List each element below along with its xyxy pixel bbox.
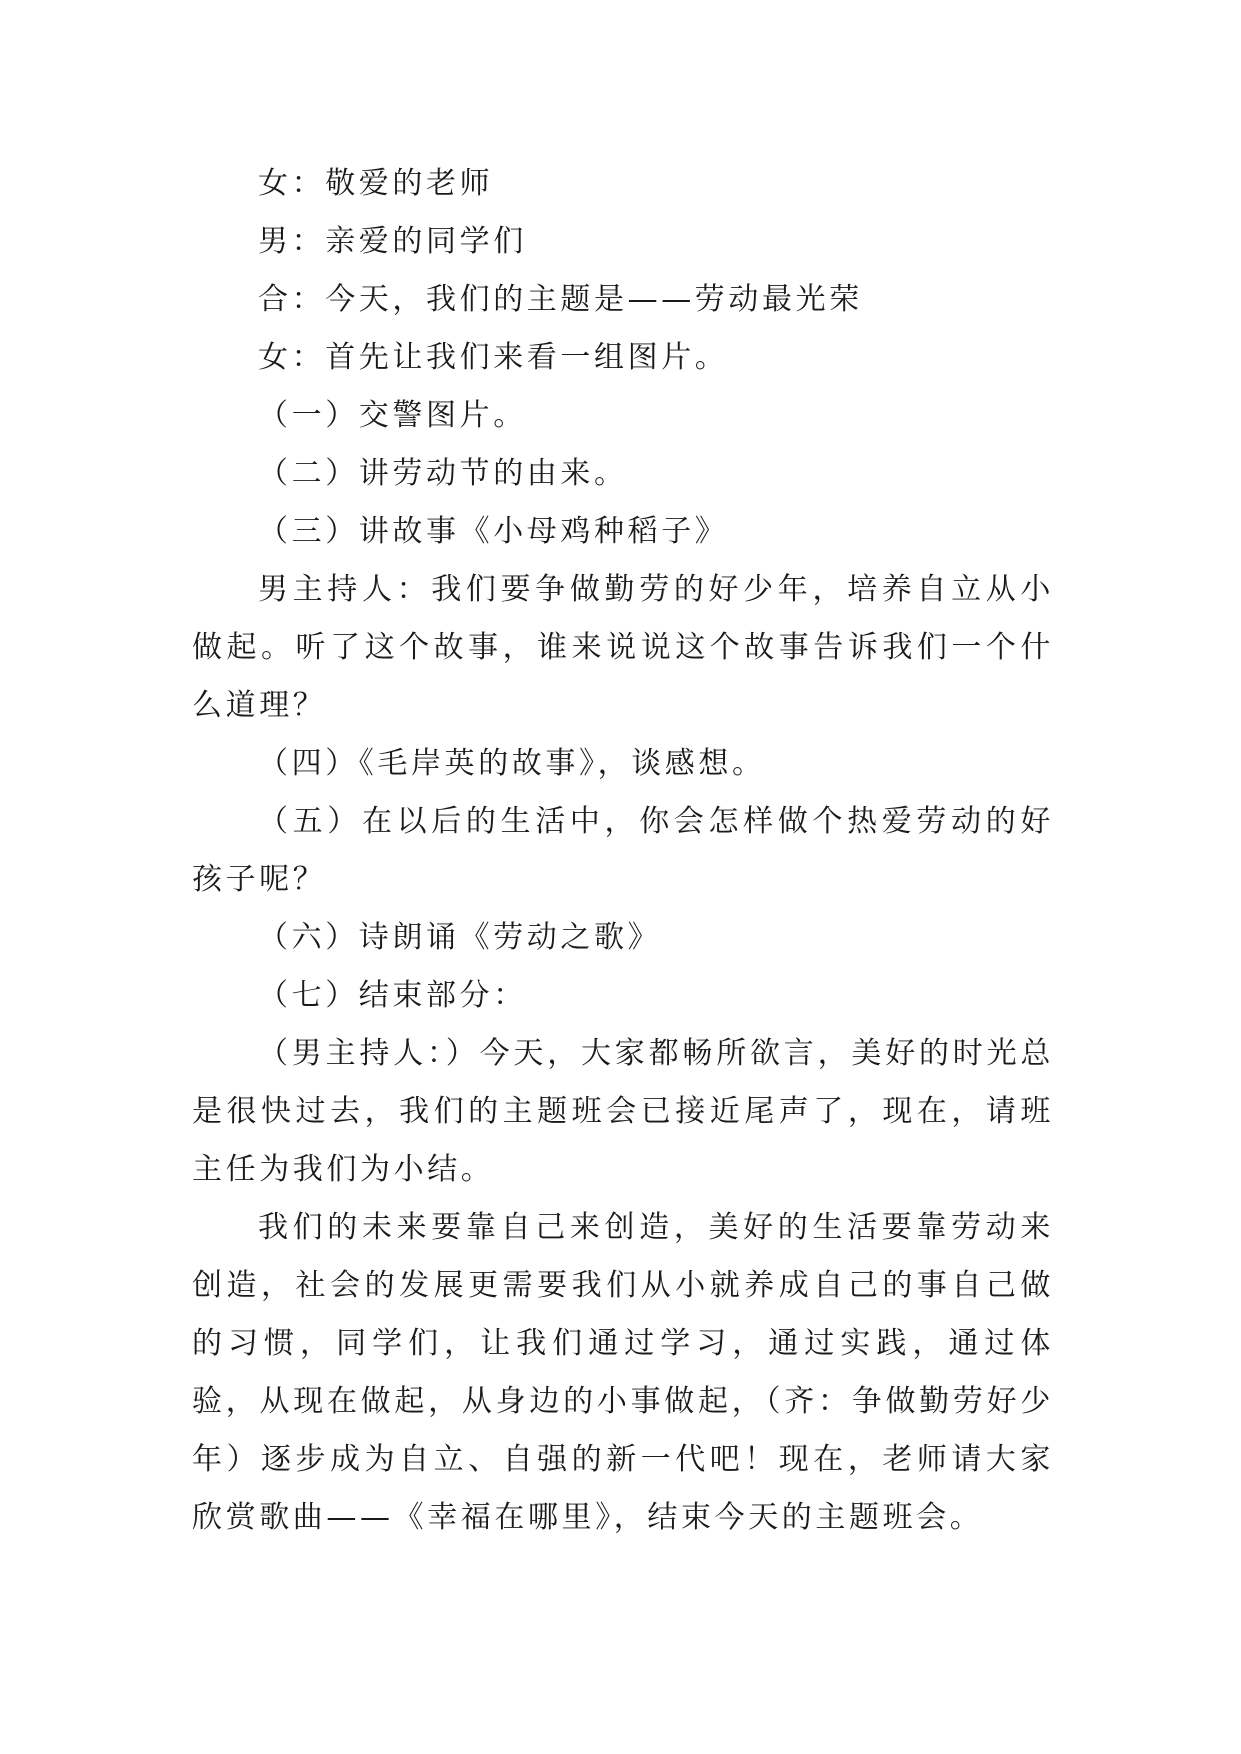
paragraph: 男：亲爱的同学们	[258, 224, 527, 259]
paragraph: （七）结束部分：	[258, 978, 527, 1013]
paragraph: 我们的未来要靠自己来创造，美好的生活要靠劳动来创造，社会的发展更需要我们从小就养成自己的事自己做的习惯，同学们，让我们通过学习，通过实践，通过体验，从现在做起，从身边的小事做起，（齐：争做勤劳好少年）逐步成为自立、自强的新一代吧！现在，老师请大家欣赏歌曲——《幸福在哪里》，结束今天的主题班会。	[192, 1210, 1054, 1535]
paragraph: 女：首先让我们来看一组图片。	[258, 340, 729, 375]
paragraph: （四）《毛岸英的故事》，谈感想。	[258, 746, 766, 781]
document-body	[192, 155, 1054, 1547]
paragraph: 女：敬爱的老师	[258, 166, 494, 201]
paragraph: 合：今天，我们的主题是——劳动最光荣	[258, 282, 863, 317]
paragraph: （二）讲劳动节的由来。	[258, 456, 628, 491]
paragraph: （三）讲故事《小母鸡种稻子》	[258, 514, 729, 549]
paragraph: （男主持人：）今天，大家都畅所欲言，美好的时光总是很快过去，我们的主题班会已接近尾声了，现在，请班主任为我们为小结。	[192, 1036, 1054, 1187]
paragraph: （五）在以后的生活中，你会怎样做个热爱劳动的好孩子呢？	[192, 804, 1054, 897]
paragraph: （六）诗朗诵《劳动之歌》	[258, 920, 662, 955]
paragraph: 男主持人：我们要争做勤劳的好少年，培养自立从小做起。听了这个故事，谁来说说这个故事告诉我们一个什么道理？	[192, 572, 1054, 723]
paragraph: （一）交警图片。	[258, 398, 527, 433]
